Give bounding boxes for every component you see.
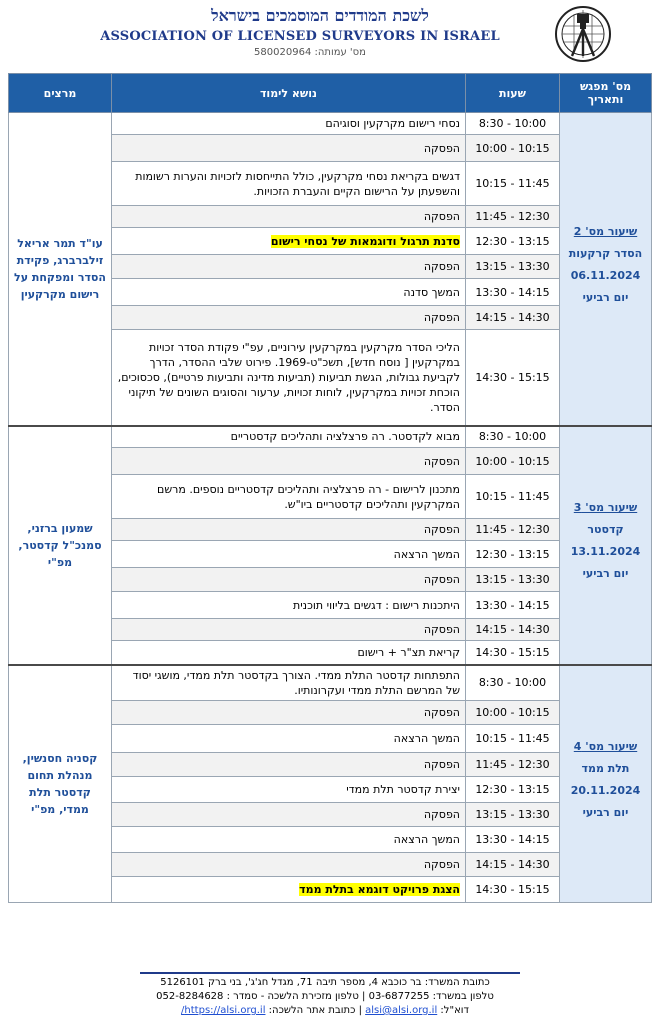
site-label: כתובת אתר הלשכה: (268, 1005, 356, 1016)
footer (0, 972, 659, 1024)
meeting-cell (560, 426, 652, 665)
email-label: דוא"ל: (440, 1005, 469, 1016)
time-cell: 13:15 - 13:30 (466, 568, 560, 592)
secretary-phone: טלפון מזכירת הלשכה - סמדר : 052-8284628 (156, 991, 359, 1002)
topic-cell: הפסקה (112, 803, 466, 827)
office-phone: טלפון במשרד: 03-6877255 (368, 991, 494, 1002)
letterhead (0, 0, 659, 66)
topic-cell: הפסקה (112, 519, 466, 541)
lesson-subject: קדסטר (587, 523, 624, 536)
topic-cell (112, 877, 466, 903)
website-link[interactable]: https://alsi.org.il/ (181, 1005, 266, 1016)
table-header-row (9, 74, 652, 113)
lecturer-cell: קסניה חסנשין, מנהלת תחום קדסטר תלת ממדי, מפ"י (9, 665, 112, 903)
meeting-cell (560, 665, 652, 903)
time-cell: 12:30 - 13:15 (466, 541, 560, 568)
table-row (9, 665, 652, 701)
lesson-day: יום רביעי (582, 290, 629, 304)
lesson-number: שיעור מס' 3 (573, 501, 638, 514)
time-cell: 12:30 - 13:15 (466, 228, 560, 255)
topic-cell: הפסקה (112, 206, 466, 228)
course-schedule-table (8, 73, 652, 903)
header-topic: נושא לימוד (112, 74, 466, 113)
time-cell: 13:30 - 14:15 (466, 279, 560, 306)
topic-cell: הפסקה (112, 135, 466, 162)
time-cell: 14:15 - 14:30 (466, 853, 560, 877)
time-cell: 8:30 - 10:00 (466, 426, 560, 448)
time-cell: 14:30 - 15:15 (466, 877, 560, 903)
time-cell: 11:45 - 12:30 (466, 519, 560, 541)
lesson-day: יום רביעי (582, 805, 629, 819)
time-cell: 14:30 - 15:15 (466, 641, 560, 665)
lesson-subject: תלת ממד (581, 761, 630, 775)
time-cell: 10:00 - 10:15 (466, 448, 560, 475)
email-link[interactable]: alsi@alsi.org.il (365, 1005, 438, 1016)
footer-divider (140, 972, 520, 974)
time-cell: 13:15 - 13:30 (466, 255, 560, 279)
time-cell: 10:15 - 11:45 (466, 162, 560, 206)
topic-cell: הפסקה (112, 568, 466, 592)
time-cell: 12:30 - 13:15 (466, 777, 560, 803)
time-cell: 13:15 - 13:30 (466, 803, 560, 827)
topic-cell: היתכנות רישום : דגשים בליווי תוכנית (112, 592, 466, 619)
lecturer-cell: עו"ד תמר אריאל זילברברג, פקידת הסדר ומפקחת על רישום מקרקעין (9, 113, 112, 426)
topic-cell: הפסקה (112, 701, 466, 725)
topic-cell: הליכי הסדר מקרקעין במקרקעין עירוניים, עפ"י פקודת הסדר זכויות במקרקעין [ נוסח חדש], תשכ"ט-1969. פירוט שלבי ההסדר, הדרך לקביעת גבולות, הגשת תביעות (תביעות מדינה ותביעות פרטיים), סכסוכים, הוכחת זכויות במקרקעין, לוחות זכויות, ערעור והסוגים השונים של תיקוני הסדר. (112, 330, 466, 426)
topic-cell: הפסקה (112, 619, 466, 641)
lesson-date: 06.11.2024 (570, 268, 641, 282)
registration-number: מס' עמותה: 580020964 (254, 47, 366, 58)
topic-cell: התפתחות קדסטר התלת ממדי. הצורך בקדסטר תלת ממדי, מושגי יסוד של המרשם התלת ממדי ועקרונותיו. (112, 665, 466, 701)
topic-cell: הפסקה (112, 306, 466, 330)
time-cell: 10:15 - 11:45 (466, 725, 560, 753)
lesson-date: 13.11.2024 (570, 545, 641, 558)
time-cell: 8:30 - 10:00 (466, 113, 560, 135)
time-cell: 14:15 - 14:30 (466, 619, 560, 641)
topic-cell: יצירת קדסטר תלת ממדי (112, 777, 466, 803)
surveyor-logo-icon (552, 4, 614, 64)
lecturer-cell: שמעון ברזני, סמנכ"ל קדסטר, מפ"י (9, 426, 112, 665)
header-hours: שעות (466, 74, 560, 113)
time-cell: 11:45 - 12:30 (466, 206, 560, 228)
topic-cell: הפסקה (112, 853, 466, 877)
meeting-cell (560, 113, 652, 426)
lesson-date: 20.11.2024 (570, 783, 641, 797)
highlighted-topic: הצגת פרויקט דוגמא בתלת ממד (299, 883, 460, 896)
topic-cell: הפסקה (112, 255, 466, 279)
time-cell: 10:15 - 11:45 (466, 475, 560, 519)
time-cell: 10:00 - 10:15 (466, 135, 560, 162)
footer-address: כתובת המשרד: בר כוכבא 4, מספר תיבה 71, מגדל חג'ג', בני ברק 5126101 (160, 977, 490, 988)
table-row (9, 113, 652, 135)
time-cell: 10:00 - 10:15 (466, 701, 560, 725)
footer-separator: | (358, 1005, 362, 1016)
topic-cell: קריאת תצ"ר + רישום (112, 641, 466, 665)
topic-cell: המשך הרצאה (112, 541, 466, 568)
topic-cell: המשך הרצאה (112, 827, 466, 853)
lesson-number: שיעור מס' 2 (573, 224, 638, 238)
topic-cell: הפסקה (112, 753, 466, 777)
footer-phones (110, 991, 540, 1002)
topic-cell (112, 228, 466, 255)
association-title-hebrew: לשכת המודדים המוסמכים בישראל (211, 6, 429, 25)
time-cell: 13:30 - 14:15 (466, 827, 560, 853)
table-row (9, 426, 652, 448)
lesson-day: יום רביעי (582, 567, 629, 580)
topic-cell: המשך הרצאה (112, 725, 466, 753)
lesson-number: שיעור מס' 4 (573, 739, 638, 753)
time-cell: 14:30 - 15:15 (466, 330, 560, 426)
time-cell: 11:45 - 12:30 (466, 753, 560, 777)
topic-cell: מתכנון לרישום - רה פרצלציה ותהליכים קדסטריים נוספים. מרשם המקרקעין ותהליכים קדסטריים ביו"ש. (112, 475, 466, 519)
association-title-english: ASSOCIATION OF LICENSED SURVEYORS IN ISRAEL (100, 29, 500, 44)
topic-cell: נסחי רישום מקרקעין וסוגיהם (112, 113, 466, 135)
topic-cell: מבוא לקדסטר. רה פרצלציה ותהליכים קדסטריים (112, 426, 466, 448)
lesson-subject: הסדר קרקעות (568, 246, 643, 260)
time-cell: 13:30 - 14:15 (466, 592, 560, 619)
time-cell: 8:30 - 10:00 (466, 665, 560, 701)
topic-cell: דגשים בקריאת נסחי מקרקעין, כולל התייחסות לזכויות והערות רשומות והשפעתן על הרישום הקיים והעברת הזכויות. (112, 162, 466, 206)
footer-separator: | (362, 991, 366, 1002)
highlighted-topic: סדנת תרגול ודוגמאות של נסחי רישום (270, 234, 460, 248)
time-cell: 14:15 - 14:30 (466, 306, 560, 330)
topic-cell: המשך סדנה (112, 279, 466, 306)
footer-contact (110, 1005, 540, 1016)
topic-cell: הפסקה (112, 448, 466, 475)
header-lecturers: מרצים (9, 74, 112, 113)
header-meeting: מס' מפגש ותאריך (560, 74, 652, 113)
